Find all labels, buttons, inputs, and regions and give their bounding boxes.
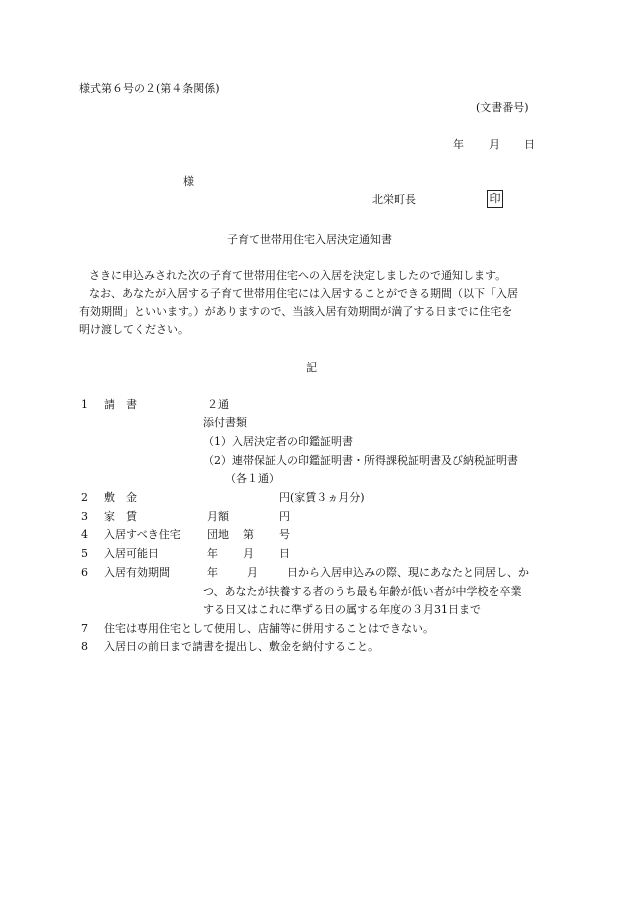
ki-heading: 記 <box>306 361 317 374</box>
item-2-label: 敷 金 <box>104 491 137 504</box>
item-1-value: ２通 <box>207 398 229 411</box>
item-1-label: 請 書 <box>104 398 137 411</box>
body-line-1: さきに申込みされた次の子育て世帯用住宅への入居を決定しましたので通知します。 <box>89 269 507 282</box>
attachment-2: （2）連帯保証人の印鑑証明書・所得課税証明書及び納税証明書 <box>203 454 518 467</box>
item-3-value-yen: 円 <box>279 510 290 523</box>
body-line-2: なお、あなたが入居する子育て世帯用住宅には入居することができる期間（以下「入居 <box>89 287 518 300</box>
item-4-label: 入居すべき住宅 <box>104 528 181 541</box>
attachment-1: （1）入居決定者の印鑑証明書 <box>203 435 353 448</box>
item-6-line-2: つ、あなたが扶養する者のうち最も年齢が低い者が中学校を卒業 <box>203 585 522 598</box>
item-5-value-day: 日 <box>279 547 290 560</box>
item-8-number: 8 <box>81 640 88 653</box>
item-1-number: 1 <box>81 398 88 411</box>
item-5-label: 入居可能日 <box>104 547 159 560</box>
item-6-label: 入居有効期間 <box>104 566 170 579</box>
document-title: 子育て世帯用住宅入居決定通知書 <box>227 233 392 246</box>
document-number: (文書番号) <box>476 101 529 114</box>
item-6-month: 月 <box>247 566 258 579</box>
date-year: 年 <box>453 138 464 151</box>
attachments-title: 添付書類 <box>203 416 247 429</box>
item-5-number: 5 <box>81 547 88 560</box>
item-6-year: 年 <box>207 566 218 579</box>
item-6-number: 6 <box>81 566 88 579</box>
item-6-line-1: 日から入居申込みの際、現にあなたと同居し、か <box>287 566 529 579</box>
item-4-number: 4 <box>81 528 88 541</box>
item-2-value: 円(家賃３ヵ月分) <box>279 491 365 504</box>
item-4-value-danchi: 団地 <box>207 528 229 541</box>
item-6-line-3: する日又はこれに準ずる日の属する年度の３月31日まで <box>203 603 481 616</box>
item-8-text: 入居日の前日まで請書を提出し、敷金を納付すること。 <box>104 640 379 653</box>
item-2-number: 2 <box>81 491 88 504</box>
seal-stamp: 印 <box>487 190 503 208</box>
item-7-text: 住宅は専用住宅として使用し、店舗等に併用することはできない。 <box>104 622 434 635</box>
item-3-label: 家 賃 <box>104 510 137 523</box>
item-5-value-month: 月 <box>243 547 254 560</box>
body-line-3: 有効期間」といいます。）がありますので、当該入居有効期間が満了する日までに住宅を <box>79 305 513 318</box>
item-7-number: 7 <box>81 622 88 635</box>
addressee-suffix: 様 <box>183 175 194 188</box>
date-month: 月 <box>489 138 500 151</box>
date-day: 日 <box>524 138 535 151</box>
item-4-value-go: 号 <box>279 528 290 541</box>
item-3-number: 3 <box>81 510 88 523</box>
form-number: 様式第６号の２(第４条関係) <box>79 82 220 95</box>
body-line-4: 明け渡してください。 <box>79 323 189 336</box>
attachment-2-note: （各１通） <box>225 472 280 485</box>
item-4-value-dai: 第 <box>243 528 254 541</box>
item-3-value-monthly: 月額 <box>207 510 229 523</box>
issuer: 北栄町長 <box>372 193 416 206</box>
item-5-value-year: 年 <box>207 547 218 560</box>
